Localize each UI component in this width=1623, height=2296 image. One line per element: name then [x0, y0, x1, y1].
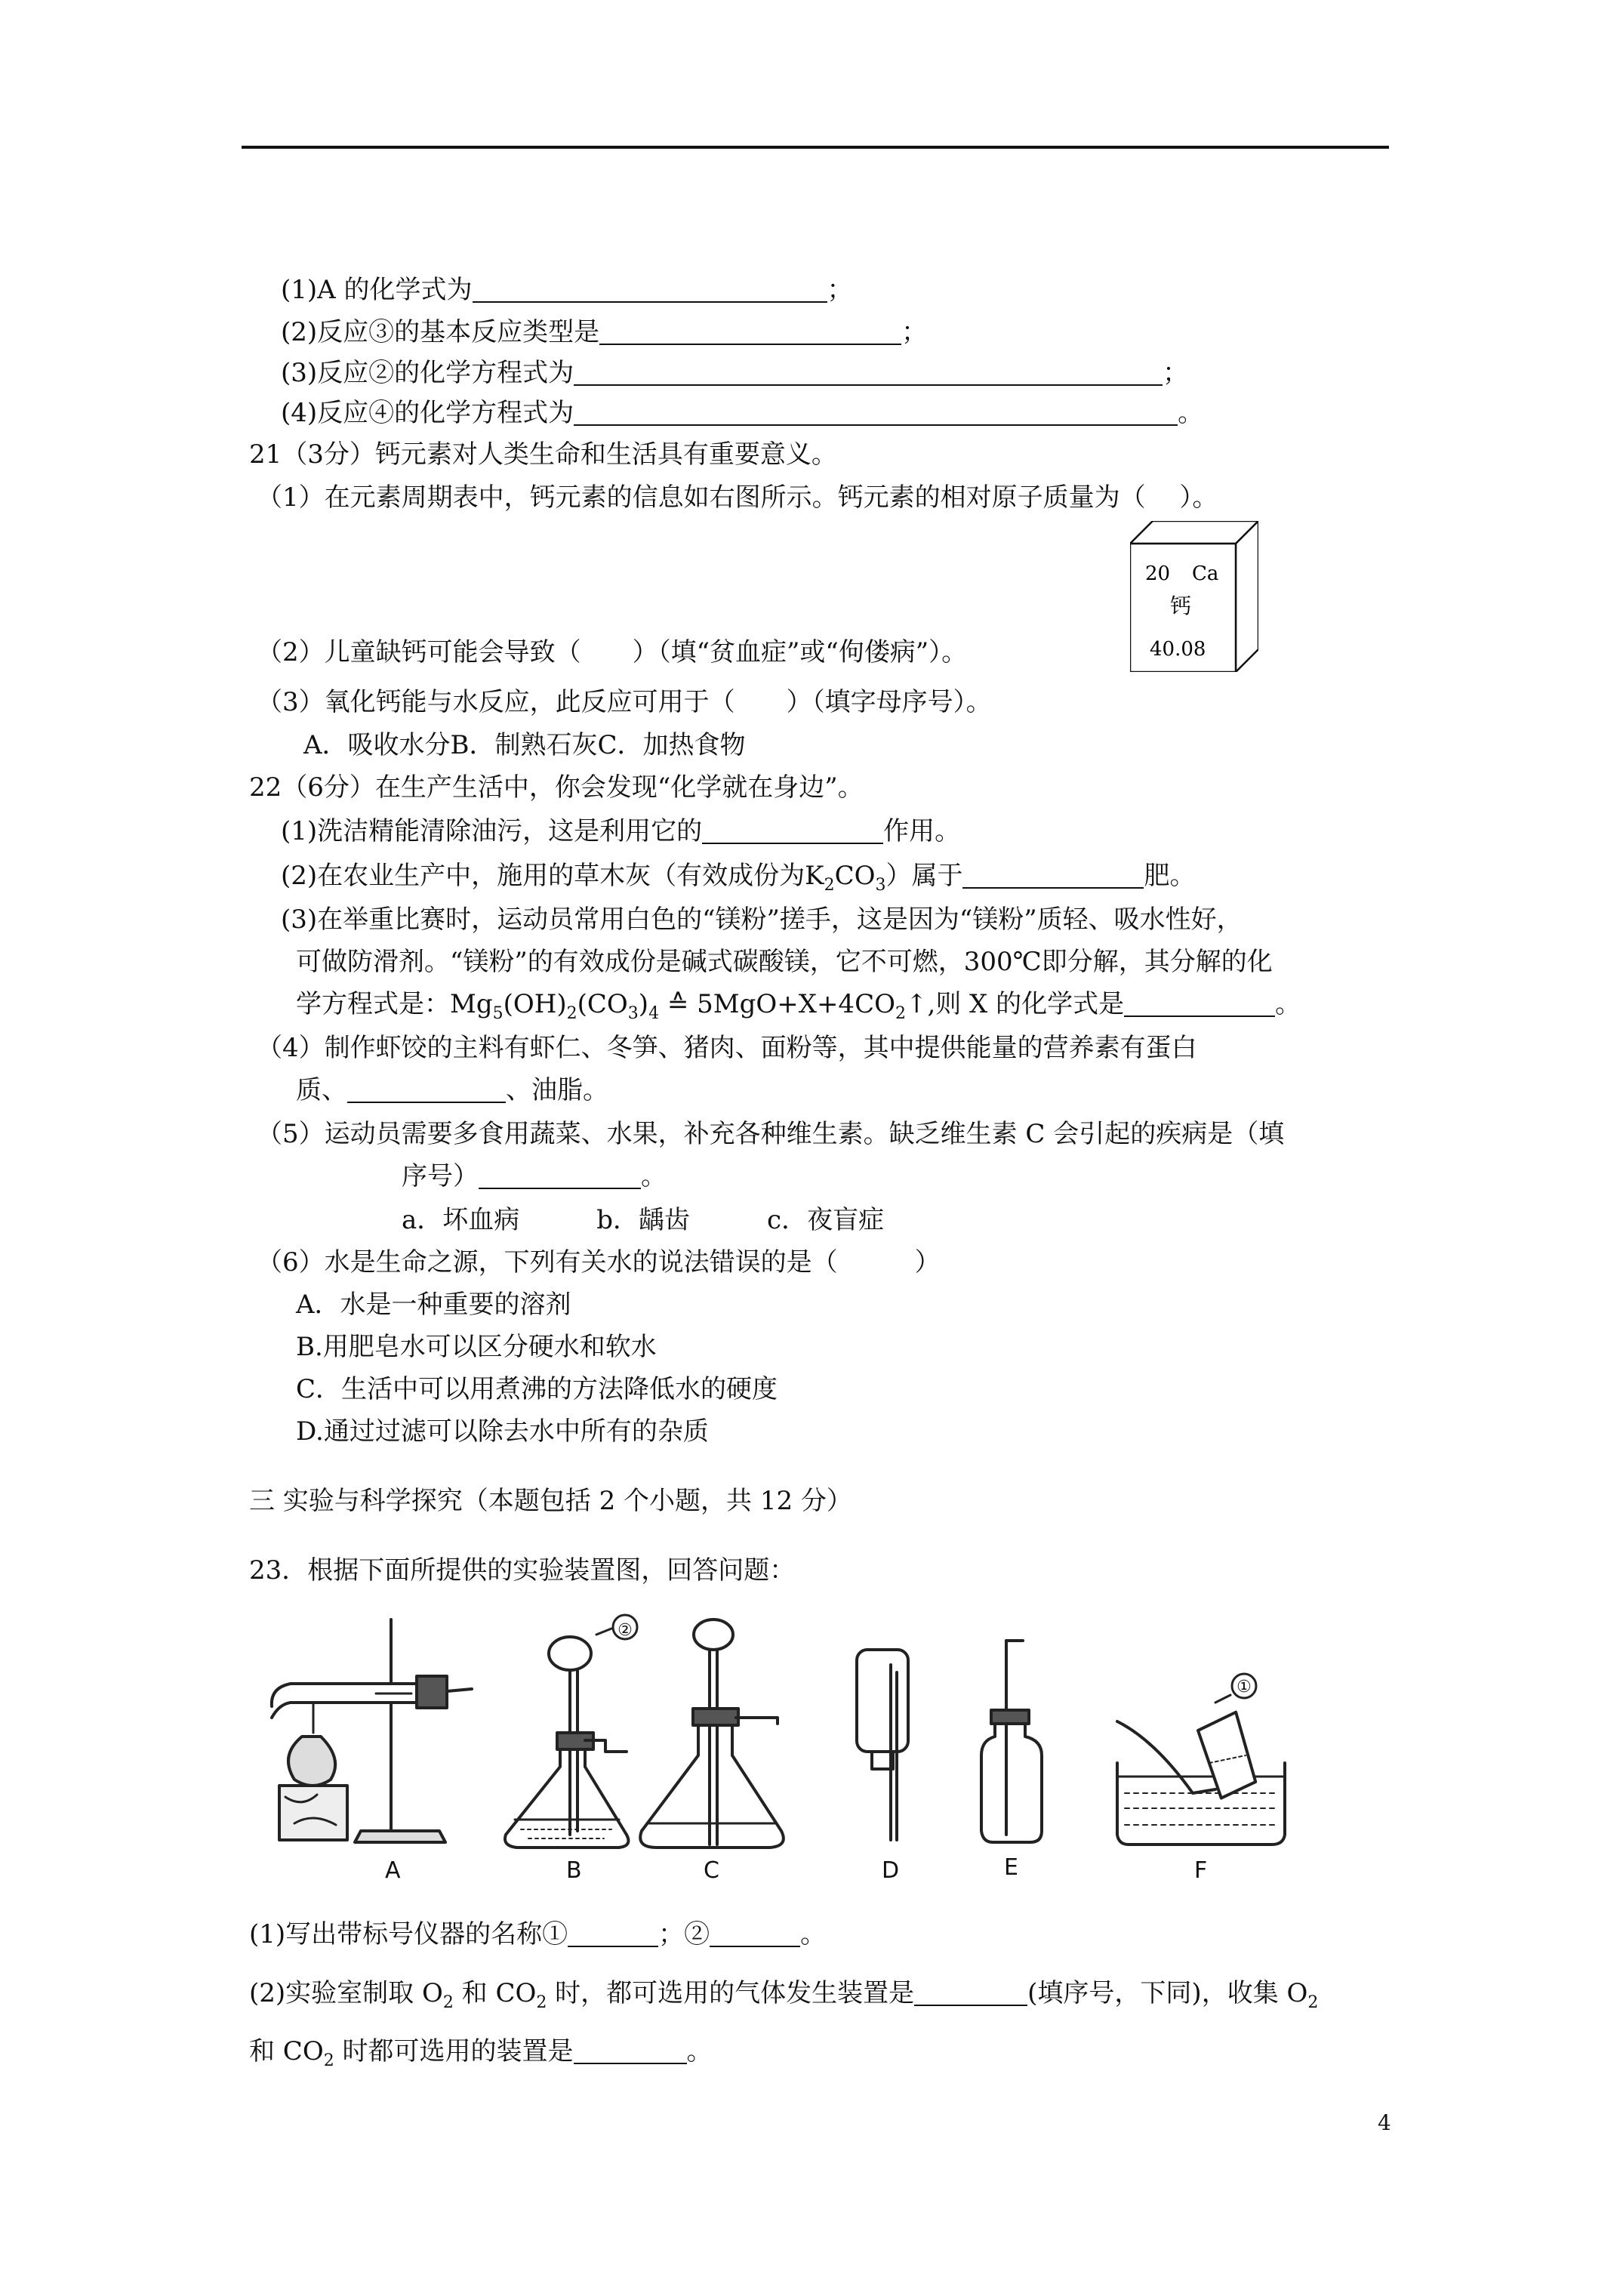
element-name: 钙: [1170, 593, 1192, 618]
q22-item-5-options: a．坏血病 b．龋齿 c．夜盲症: [402, 1205, 885, 1235]
label-e: E: [1004, 1854, 1018, 1881]
answer-blank[interactable]: [473, 276, 827, 303]
q21-item-3: （3）氧化钙能与水反应，此反应可用于（ ）（填字母序号）。: [257, 687, 992, 717]
calcium-element-tile: [1130, 521, 1258, 672]
q22-item-1: (1)洗洁精能清除油污，这是利用它的 作用。: [281, 816, 961, 846]
apparatus-f-trough: [1117, 1674, 1285, 1845]
marker-1: ①: [1236, 1678, 1252, 1697]
q23-item-2-line1: (2)实验室制取 $O_2$ 和 $CO_2$ 时，都可选用的气体发生装置是 (填序号，下同)，收集 $O_2$: [249, 1978, 1319, 2012]
apparatus-c-funnel-flask: [640, 1620, 784, 1848]
apparatus-b-separatory: [505, 1615, 637, 1848]
q22-item-4-line1: （4）制作虾饺的主料有虾仁、冬笋、猪肉、面粉等，其中提供能量的营养素有蛋白: [257, 1033, 1197, 1063]
answer-blank[interactable]: [702, 817, 883, 844]
answer-blank[interactable]: [574, 2037, 687, 2064]
q22-item-5-line1: （5）运动员需要多食用蔬菜、水果，补充各种维生素。缺乏维生素 C 会引起的疾病是（填: [257, 1119, 1285, 1149]
q21-item-1: （1）在元素周期表中，钙元素的信息如右图所示。钙元素的相对原子质量为（ ）。: [257, 482, 1218, 513]
q22-option-b: B.用肥皂水可以区分硬水和软水: [296, 1332, 657, 1362]
q22-option-d: D.通过过滤可以除去水中所有的杂质: [296, 1416, 709, 1447]
label-f: F: [1194, 1857, 1208, 1884]
q22-title: 22（6分）在生产生活中，你会发现“化学就在身边”。: [249, 772, 864, 803]
answer-blank[interactable]: [1124, 990, 1275, 1017]
q21-title: 21（3分）钙元素对人类生命和生活具有重要意义。: [249, 439, 837, 470]
q22-item-3-line1: (3)在举重比赛时，运动员常用白色的“镁粉”搓手，这是因为“镁粉”质轻、吸水性好，: [281, 905, 1243, 935]
apparatus-d-bottle: [857, 1650, 908, 1840]
q23-title: 23．根据下面所提供的实验装置图，回答问题：: [249, 1555, 796, 1586]
apparatus-a-heating: [272, 1620, 472, 1842]
answer-blank[interactable]: [479, 1162, 641, 1189]
answer-blank[interactable]: [347, 1076, 506, 1103]
q22-option-a: A．水是一种重要的溶剂: [296, 1290, 571, 1320]
header-rule: [242, 146, 1389, 149]
lab-apparatus-figure: [249, 1604, 1310, 1895]
q20-item-3: (3)反应②的化学方程式为 ；: [281, 358, 1189, 388]
answer-blank[interactable]: [710, 1920, 800, 1947]
answer-blank[interactable]: [914, 1979, 1027, 2006]
q22-item-6: （6）水是生命之源，下列有关水的说法错误的是（ ）: [257, 1247, 941, 1277]
q23-item-2-line2: 和 $CO_2$ 时都可选用的装置是 。: [249, 2036, 713, 2070]
q21-item-2: （2）儿童缺钙可能会导致（ ）（填“贫血症”或“佝偻病”）。: [257, 637, 968, 667]
q22-item-3-line3: 学方程式是：$Mg_5(OH)_2(CO_3)_4$ ≙ $5MgO+X+4CO_2↑$,则 X 的化学式是 。: [296, 989, 1301, 1023]
page-number: 4: [1378, 2110, 1391, 2135]
section-3-heading: 三 实验与科学探究（本题包括 2 个小题，共 12 分）: [249, 1486, 852, 1516]
q20-item-2: (2)反应③的基本反应类型是 ；: [281, 317, 928, 347]
q20-item-1: (1)A 的化学式为 ；: [281, 275, 853, 305]
answer-blank[interactable]: [574, 399, 1178, 426]
label-d: D: [882, 1857, 900, 1884]
q22-item-5-line2: 序号） 。: [402, 1161, 667, 1191]
answer-blank[interactable]: [599, 318, 901, 345]
q20-item-4: (4)反应④的化学方程式为 。: [281, 398, 1204, 428]
label-b: B: [566, 1857, 582, 1884]
q21-options: A．吸收水分B．制熟石灰C．加热食物: [303, 730, 746, 760]
element-mass: 40.08: [1150, 638, 1206, 661]
answer-blank[interactable]: [962, 861, 1144, 889]
q22-item-3-line2: 可做防滑剂。“镁粉”的有效成份是碱式碳酸镁，它不可燃，300℃即分解，其分解的化: [296, 947, 1273, 977]
element-symbol: Ca: [1192, 562, 1219, 585]
label-c: C: [704, 1857, 719, 1884]
q22-item-2: (2)在农业生产中，施用的草木灰（有效成份为$K_2CO_3$）属于 肥。: [281, 861, 1196, 895]
q22-option-c: C．生活中可以用煮沸的方法降低水的硬度: [296, 1374, 778, 1404]
answer-blank[interactable]: [574, 359, 1163, 386]
q23-item-1: (1)写出带标号仪器的名称① ；② 。: [249, 1919, 827, 1949]
element-number: 20: [1145, 562, 1171, 585]
label-a: A: [385, 1857, 401, 1884]
marker-2: ②: [617, 1621, 633, 1640]
q22-item-4-line2: 质、 、油脂。: [296, 1075, 608, 1105]
apparatus-e-bottle: [981, 1641, 1042, 1842]
answer-blank[interactable]: [568, 1920, 658, 1947]
